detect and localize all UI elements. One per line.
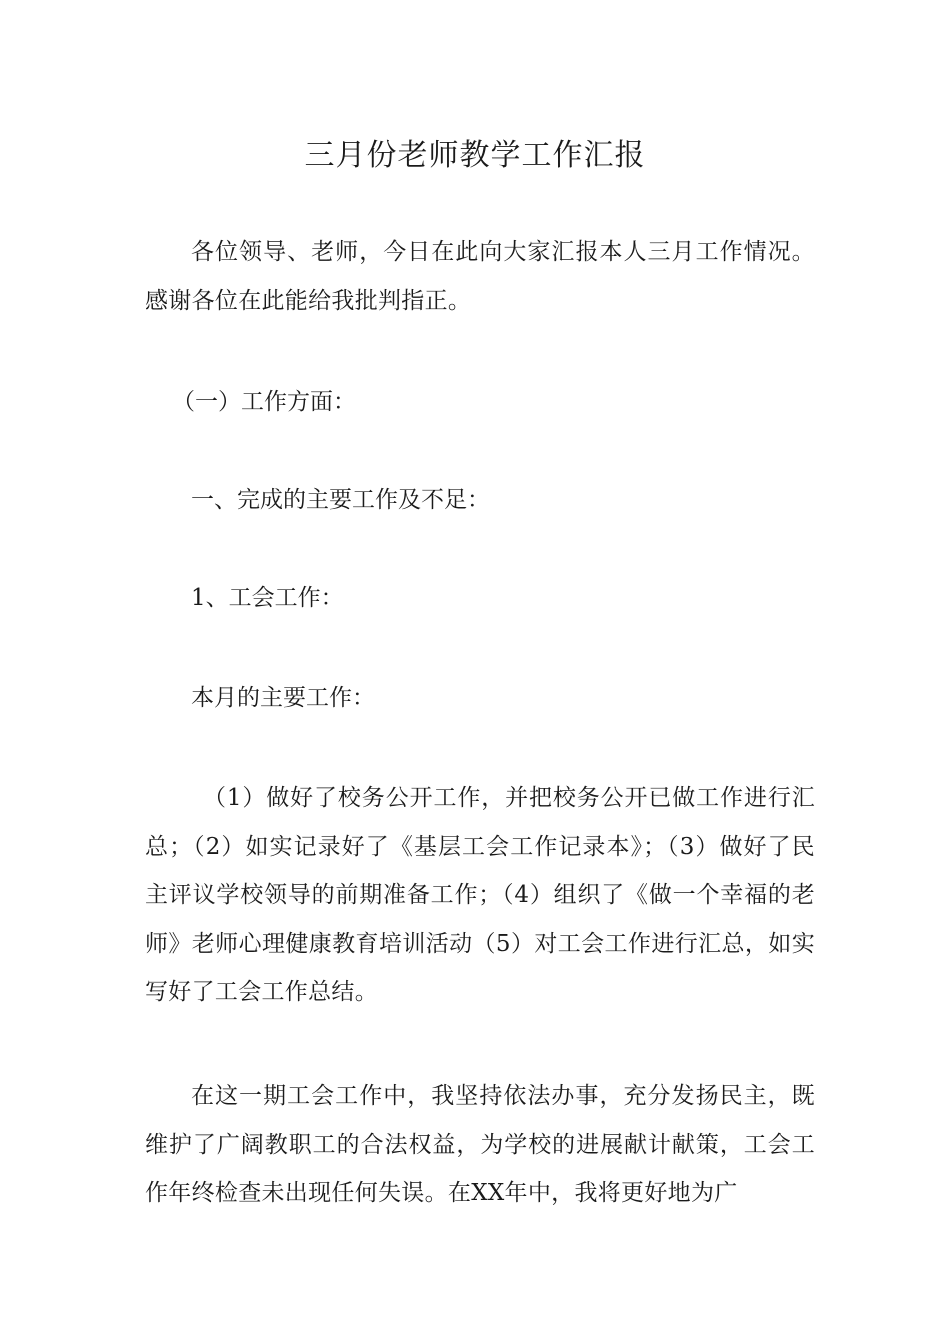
document-title: 三月份老师教学工作汇报 xyxy=(304,138,646,173)
intro-paragraph: 各位领导、老师，今日在此向大家汇报本人三月工作情况。感谢各位在此能给我批判指正。 xyxy=(145,239,815,314)
section-heading-main-work: 一、完成的主要工作及不足： xyxy=(191,487,490,513)
section-heading-work: （一）工作方面： xyxy=(172,389,356,415)
union-summary-paragraph: 在这一期工会工作中，我坚持依法办事，充分发扬民主，既维护了广阔教职工的合法权益，为学校的进展献计献策，工会工作年终检查未出现任何失误。在XX年中，我将更好地为广 xyxy=(145,1083,815,1206)
section-heading-monthly-work: 本月的主要工作： xyxy=(191,685,375,711)
work-items-paragraph: （1）做好了校务公开工作，并把校务公开已做工作进行汇总；（2）如实记录好了《基层工会工作记录本》；（3）做好了民主评议学校领导的前期准备工作；（4）组织了《做一个幸福的老师》老师心理健康教育培训活动（5）对工会工作进行汇总，如实写好了工会工作总结。 xyxy=(145,785,815,1005)
section-heading-union-work: 1、工会工作： xyxy=(191,585,344,611)
